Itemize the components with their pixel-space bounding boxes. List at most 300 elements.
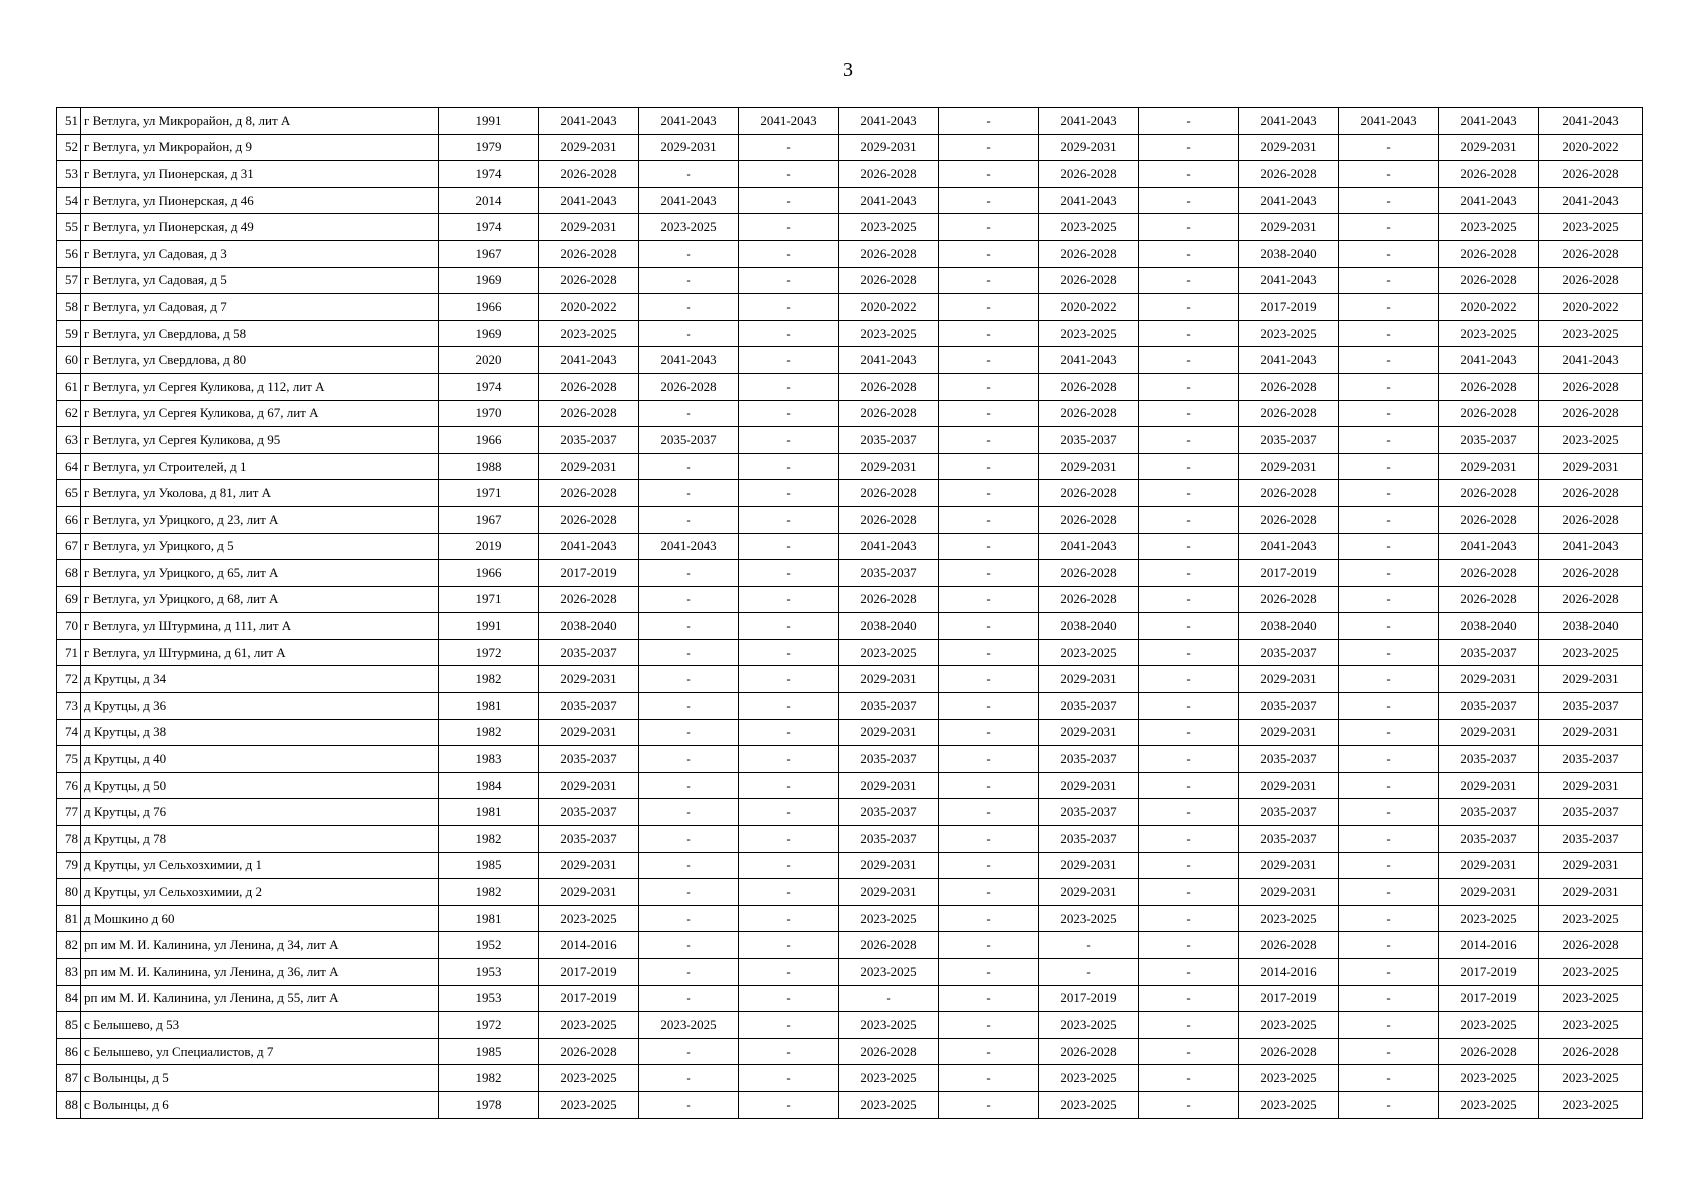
cell-address: г Ветлуга, ул Микрорайон, д 8, лит А [81,108,439,135]
cell-period-col-10: 2023-2025 [1239,1091,1339,1118]
cell-period-col-3: 2026-2028 [539,240,639,267]
table-row [57,1065,1643,1092]
cell-period-col-6: 2029-2031 [839,719,939,746]
cell-period-col-11: - [1339,427,1439,454]
cell-period-col-12: 2026-2028 [1439,373,1539,400]
cell-year-built: 1983 [439,746,539,773]
table-row [57,666,1643,693]
cell-address: г Ветлуга, ул Уколова, д 81, лит А [81,480,439,507]
cell-year-built: 2014 [439,187,539,214]
cell-period-col-7: - [939,427,1039,454]
cell-period-col-3: 2020-2022 [539,294,639,321]
cell-period-col-3: 2035-2037 [539,427,639,454]
cell-period-col-12: 2038-2040 [1439,613,1539,640]
cell-period-col-4: - [639,905,739,932]
cell-period-col-4: - [639,560,739,587]
cell-period-col-8: 2026-2028 [1039,161,1139,188]
cell-period-col-6: 2023-2025 [839,639,939,666]
cell-period-col-4: - [639,1038,739,1065]
cell-period-col-10: 2035-2037 [1239,639,1339,666]
cell-period-col-13: 2041-2043 [1539,108,1643,135]
cell-period-col-10: 2029-2031 [1239,214,1339,241]
cell-period-col-13: 2026-2028 [1539,161,1643,188]
cell-period-col-4: - [639,1065,739,1092]
cell-period-col-3: 2035-2037 [539,826,639,853]
cell-period-col-8: 2026-2028 [1039,373,1139,400]
cell-period-col-8: 2035-2037 [1039,746,1139,773]
cell-period-col-8: 2023-2025 [1039,1012,1139,1039]
cell-period-col-7: - [939,533,1039,560]
cell-period-col-9: - [1139,373,1239,400]
cell-period-col-9: - [1139,959,1239,986]
table-row [57,373,1643,400]
cell-period-col-10: 2029-2031 [1239,134,1339,161]
cell-period-col-10: 2014-2016 [1239,959,1339,986]
cell-period-col-6: 2026-2028 [839,240,939,267]
table-row [57,693,1643,720]
cell-period-col-8: 2023-2025 [1039,1091,1139,1118]
cell-period-col-12: 2026-2028 [1439,586,1539,613]
cell-period-col-8: 2026-2028 [1039,586,1139,613]
cell-period-col-11: - [1339,214,1439,241]
cell-period-col-7: - [939,1065,1039,1092]
cell-period-col-4: 2041-2043 [639,347,739,374]
cell-address: г Ветлуга, ул Сергея Куликова, д 112, лит А [81,373,439,400]
cell-period-col-3: 2026-2028 [539,400,639,427]
cell-period-col-4: - [639,639,739,666]
cell-period-col-4: - [639,826,739,853]
cell-period-col-12: 2029-2031 [1439,666,1539,693]
cell-period-col-10: 2029-2031 [1239,879,1339,906]
cell-period-col-8: 2026-2028 [1039,1038,1139,1065]
cell-address: г Ветлуга, ул Микрорайон, д 9 [81,134,439,161]
cell-period-col-12: 2026-2028 [1439,560,1539,587]
cell-period-col-7: - [939,320,1039,347]
cell-row-number: 64 [57,453,81,480]
cell-period-col-5: - [739,560,839,587]
cell-period-col-10: 2026-2028 [1239,932,1339,959]
cell-row-number: 87 [57,1065,81,1092]
cell-period-col-7: - [939,214,1039,241]
cell-period-col-9: - [1139,985,1239,1012]
cell-period-col-13: 2029-2031 [1539,772,1643,799]
table-row [57,586,1643,613]
cell-period-col-11: - [1339,879,1439,906]
cell-period-col-6: 2026-2028 [839,161,939,188]
cell-period-col-5: - [739,613,839,640]
cell-period-col-11: - [1339,1091,1439,1118]
cell-period-col-3: 2041-2043 [539,108,639,135]
cell-period-col-9: - [1139,932,1239,959]
cell-period-col-4: - [639,161,739,188]
cell-period-col-12: 2020-2022 [1439,294,1539,321]
cell-period-col-8: 2035-2037 [1039,427,1139,454]
cell-address: г Ветлуга, ул Урицкого, д 65, лит А [81,560,439,587]
cell-period-col-11: - [1339,1065,1439,1092]
cell-period-col-9: - [1139,294,1239,321]
cell-year-built: 1972 [439,639,539,666]
table-row [57,347,1643,374]
table-row [57,453,1643,480]
cell-address: д Мошкино д 60 [81,905,439,932]
cell-row-number: 83 [57,959,81,986]
cell-period-col-12: 2026-2028 [1439,506,1539,533]
cell-period-col-5: - [739,240,839,267]
cell-address: д Крутцы, д 50 [81,772,439,799]
cell-period-col-11: - [1339,187,1439,214]
cell-period-col-3: 2023-2025 [539,1012,639,1039]
cell-address: г Ветлуга, ул Сергея Куликова, д 67, лит А [81,400,439,427]
cell-period-col-8: 2038-2040 [1039,613,1139,640]
cell-period-col-9: - [1139,1012,1239,1039]
cell-row-number: 63 [57,427,81,454]
cell-period-col-9: - [1139,400,1239,427]
table-row [57,1038,1643,1065]
cell-period-col-6: 2026-2028 [839,480,939,507]
cell-period-col-4: - [639,719,739,746]
cell-period-col-5: - [739,214,839,241]
cell-address: д Крутцы, д 38 [81,719,439,746]
cell-period-col-6: - [839,985,939,1012]
cell-address: д Крутцы, ул Сельхозхимии, д 2 [81,879,439,906]
cell-row-number: 76 [57,772,81,799]
cell-period-col-5: - [739,666,839,693]
cell-period-col-6: 2026-2028 [839,506,939,533]
cell-year-built: 1966 [439,294,539,321]
cell-period-col-6: 2020-2022 [839,294,939,321]
cell-row-number: 68 [57,560,81,587]
cell-period-col-13: 2026-2028 [1539,400,1643,427]
cell-period-col-7: - [939,1091,1039,1118]
cell-period-col-3: 2026-2028 [539,480,639,507]
cell-row-number: 67 [57,533,81,560]
cell-year-built: 1979 [439,134,539,161]
cell-period-col-4: 2041-2043 [639,187,739,214]
cell-row-number: 75 [57,746,81,773]
cell-period-col-3: 2041-2043 [539,347,639,374]
cell-period-col-12: 2029-2031 [1439,879,1539,906]
cell-period-col-9: - [1139,746,1239,773]
cell-year-built: 1985 [439,1038,539,1065]
table-row [57,320,1643,347]
cell-period-col-5: - [739,826,839,853]
cell-period-col-5: - [739,134,839,161]
cell-year-built: 1982 [439,826,539,853]
cell-period-col-6: 2026-2028 [839,373,939,400]
cell-period-col-13: 2023-2025 [1539,1012,1643,1039]
cell-period-col-10: 2035-2037 [1239,693,1339,720]
cell-period-col-5: - [739,480,839,507]
cell-period-col-9: - [1139,347,1239,374]
cell-year-built: 1969 [439,320,539,347]
cell-period-col-6: 2023-2025 [839,1091,939,1118]
cell-period-col-11: - [1339,1012,1439,1039]
cell-period-col-13: 2029-2031 [1539,852,1643,879]
cell-period-col-13: 2041-2043 [1539,187,1643,214]
cell-period-col-6: 2035-2037 [839,746,939,773]
cell-period-col-8: 2023-2025 [1039,320,1139,347]
cell-period-col-7: - [939,267,1039,294]
cell-period-col-8: 2026-2028 [1039,240,1139,267]
cell-period-col-9: - [1139,1038,1239,1065]
cell-row-number: 81 [57,905,81,932]
cell-period-col-7: - [939,506,1039,533]
cell-address: г Ветлуга, ул Свердлова, д 80 [81,347,439,374]
cell-year-built: 1966 [439,427,539,454]
table-row [57,427,1643,454]
table-row [57,852,1643,879]
cell-period-col-9: - [1139,560,1239,587]
cell-period-col-7: - [939,613,1039,640]
cell-period-col-5: - [739,852,839,879]
cell-period-col-9: - [1139,108,1239,135]
table-body [57,108,1643,1119]
cell-period-col-7: - [939,666,1039,693]
cell-period-col-3: 2029-2031 [539,666,639,693]
cell-year-built: 1981 [439,799,539,826]
cell-period-col-5: - [739,879,839,906]
table-row [57,506,1643,533]
cell-period-col-12: 2023-2025 [1439,905,1539,932]
cell-period-col-8: 2026-2028 [1039,400,1139,427]
cell-period-col-6: 2023-2025 [839,214,939,241]
cell-period-col-13: 2023-2025 [1539,214,1643,241]
cell-period-col-7: - [939,826,1039,853]
cell-period-col-13: 2026-2028 [1539,560,1643,587]
cell-period-col-12: 2026-2028 [1439,400,1539,427]
cell-period-col-7: - [939,1038,1039,1065]
table-row [57,108,1643,135]
cell-year-built: 1991 [439,108,539,135]
cell-period-col-11: - [1339,480,1439,507]
cell-address: г Ветлуга, ул Строителей, д 1 [81,453,439,480]
cell-period-col-7: - [939,852,1039,879]
table-row [57,560,1643,587]
cell-period-col-5: - [739,905,839,932]
cell-period-col-4: - [639,985,739,1012]
cell-period-col-13: 2020-2022 [1539,134,1643,161]
cell-period-col-10: 2041-2043 [1239,187,1339,214]
cell-period-col-11: - [1339,373,1439,400]
table-row [57,746,1643,773]
cell-period-col-10: 2017-2019 [1239,560,1339,587]
cell-period-col-4: - [639,693,739,720]
cell-period-col-11: - [1339,586,1439,613]
cell-year-built: 1970 [439,400,539,427]
cell-period-col-8: 2041-2043 [1039,347,1139,374]
cell-period-col-3: 2029-2031 [539,453,639,480]
cell-row-number: 82 [57,932,81,959]
cell-row-number: 73 [57,693,81,720]
cell-period-col-5: - [739,533,839,560]
cell-period-col-6: 2035-2037 [839,560,939,587]
cell-period-col-11: - [1339,613,1439,640]
cell-period-col-13: 2029-2031 [1539,453,1643,480]
table-row [57,932,1643,959]
cell-period-col-12: 2029-2031 [1439,453,1539,480]
cell-address: г Ветлуга, ул Урицкого, д 68, лит А [81,586,439,613]
cell-period-col-6: 2023-2025 [839,1012,939,1039]
cell-period-col-5: - [739,719,839,746]
cell-address: с Волынцы, д 6 [81,1091,439,1118]
cell-period-col-8: 2029-2031 [1039,852,1139,879]
cell-period-col-13: 2023-2025 [1539,905,1643,932]
cell-period-col-11: - [1339,719,1439,746]
cell-row-number: 72 [57,666,81,693]
cell-address: с Волынцы, д 5 [81,1065,439,1092]
cell-period-col-4: - [639,400,739,427]
cell-period-col-11: - [1339,453,1439,480]
cell-period-col-7: - [939,932,1039,959]
cell-period-col-6: 2029-2031 [839,134,939,161]
cell-period-col-10: 2041-2043 [1239,267,1339,294]
cell-period-col-8: 2026-2028 [1039,506,1139,533]
cell-period-col-13: 2035-2037 [1539,746,1643,773]
cell-period-col-13: 2023-2025 [1539,985,1643,1012]
cell-year-built: 1985 [439,852,539,879]
cell-period-col-13: 2026-2028 [1539,1038,1643,1065]
cell-period-col-4: - [639,320,739,347]
table-row [57,799,1643,826]
cell-period-col-5: 2041-2043 [739,108,839,135]
cell-period-col-7: - [939,134,1039,161]
cell-period-col-10: 2026-2028 [1239,586,1339,613]
cell-period-col-11: - [1339,772,1439,799]
cell-period-col-8: 2023-2025 [1039,639,1139,666]
cell-period-col-13: 2023-2025 [1539,959,1643,986]
cell-period-col-7: - [939,879,1039,906]
cell-period-col-3: 2041-2043 [539,533,639,560]
cell-row-number: 88 [57,1091,81,1118]
cell-period-col-8: 2026-2028 [1039,267,1139,294]
cell-period-col-3: 2035-2037 [539,746,639,773]
cell-year-built: 1972 [439,1012,539,1039]
cell-period-col-6: 2023-2025 [839,320,939,347]
cell-period-col-9: - [1139,905,1239,932]
cell-period-col-4: 2041-2043 [639,108,739,135]
table-row [57,613,1643,640]
cell-address: д Крутцы, д 34 [81,666,439,693]
cell-period-col-3: 2017-2019 [539,985,639,1012]
cell-period-col-6: 2029-2031 [839,879,939,906]
cell-period-col-5: - [739,639,839,666]
cell-period-col-6: 2026-2028 [839,932,939,959]
cell-period-col-10: 2041-2043 [1239,347,1339,374]
cell-period-col-3: 2029-2031 [539,719,639,746]
cell-period-col-3: 2026-2028 [539,506,639,533]
cell-period-col-5: - [739,985,839,1012]
cell-period-col-13: 2023-2025 [1539,1065,1643,1092]
cell-address: г Ветлуга, ул Пионерская, д 31 [81,161,439,188]
cell-period-col-9: - [1139,772,1239,799]
cell-period-col-12: 2029-2031 [1439,719,1539,746]
cell-period-col-13: 2023-2025 [1539,320,1643,347]
cell-period-col-8: 2020-2022 [1039,294,1139,321]
cell-period-col-9: - [1139,1091,1239,1118]
cell-period-col-3: 2035-2037 [539,799,639,826]
cell-period-col-9: - [1139,879,1239,906]
cell-period-col-8: 2029-2031 [1039,719,1139,746]
cell-period-col-9: - [1139,134,1239,161]
cell-address: г Ветлуга, ул Садовая, д 5 [81,267,439,294]
cell-period-col-10: 2023-2025 [1239,320,1339,347]
cell-address: рп им М. И. Калинина, ул Ленина, д 36, лит А [81,959,439,986]
cell-period-col-11: 2041-2043 [1339,108,1439,135]
cell-period-col-4: 2026-2028 [639,373,739,400]
cell-year-built: 1981 [439,905,539,932]
cell-period-col-12: 2035-2037 [1439,427,1539,454]
cell-period-col-8: 2035-2037 [1039,799,1139,826]
cell-period-col-9: - [1139,693,1239,720]
cell-period-col-11: - [1339,666,1439,693]
cell-period-col-10: 2023-2025 [1239,905,1339,932]
cell-period-col-3: 2038-2040 [539,613,639,640]
cell-period-col-7: - [939,772,1039,799]
cell-row-number: 52 [57,134,81,161]
cell-year-built: 1969 [439,267,539,294]
page-number: 3 [843,59,853,81]
cell-period-col-6: 2023-2025 [839,1065,939,1092]
cell-period-col-5: - [739,959,839,986]
cell-period-col-13: 2023-2025 [1539,427,1643,454]
cell-period-col-10: 2041-2043 [1239,108,1339,135]
cell-period-col-9: - [1139,826,1239,853]
cell-period-col-12: 2029-2031 [1439,772,1539,799]
cell-year-built: 1971 [439,480,539,507]
cell-period-col-9: - [1139,320,1239,347]
cell-period-col-7: - [939,905,1039,932]
table-row [57,161,1643,188]
cell-period-col-5: - [739,586,839,613]
cell-year-built: 1984 [439,772,539,799]
cell-address: д Крутцы, д 40 [81,746,439,773]
cell-period-col-10: 2029-2031 [1239,453,1339,480]
cell-period-col-5: - [739,1038,839,1065]
cell-period-col-13: 2041-2043 [1539,533,1643,560]
cell-period-col-11: - [1339,400,1439,427]
cell-period-col-13: 2026-2028 [1539,240,1643,267]
cell-row-number: 80 [57,879,81,906]
cell-period-col-6: 2041-2043 [839,347,939,374]
cell-period-col-13: 2023-2025 [1539,639,1643,666]
cell-period-col-3: 2026-2028 [539,161,639,188]
cell-row-number: 62 [57,400,81,427]
cell-period-col-10: 2035-2037 [1239,427,1339,454]
cell-period-col-3: 2035-2037 [539,639,639,666]
cell-period-col-6: 2035-2037 [839,693,939,720]
cell-period-col-5: - [739,267,839,294]
cell-period-col-6: 2035-2037 [839,427,939,454]
cell-period-col-11: - [1339,985,1439,1012]
cell-period-col-7: - [939,453,1039,480]
cell-period-col-13: 2023-2025 [1539,1091,1643,1118]
cell-period-col-6: 2038-2040 [839,613,939,640]
cell-period-col-8: 2023-2025 [1039,1065,1139,1092]
cell-period-col-8: 2035-2037 [1039,693,1139,720]
cell-period-col-4: - [639,879,739,906]
cell-period-col-7: - [939,560,1039,587]
table-row [57,533,1643,560]
cell-period-col-3: 2017-2019 [539,959,639,986]
cell-period-col-3: 2026-2028 [539,586,639,613]
cell-period-col-12: 2017-2019 [1439,985,1539,1012]
cell-period-col-10: 2041-2043 [1239,533,1339,560]
cell-period-col-9: - [1139,666,1239,693]
cell-period-col-7: - [939,187,1039,214]
cell-period-col-7: - [939,108,1039,135]
cell-period-col-4: - [639,932,739,959]
cell-period-col-8: 2041-2043 [1039,187,1139,214]
